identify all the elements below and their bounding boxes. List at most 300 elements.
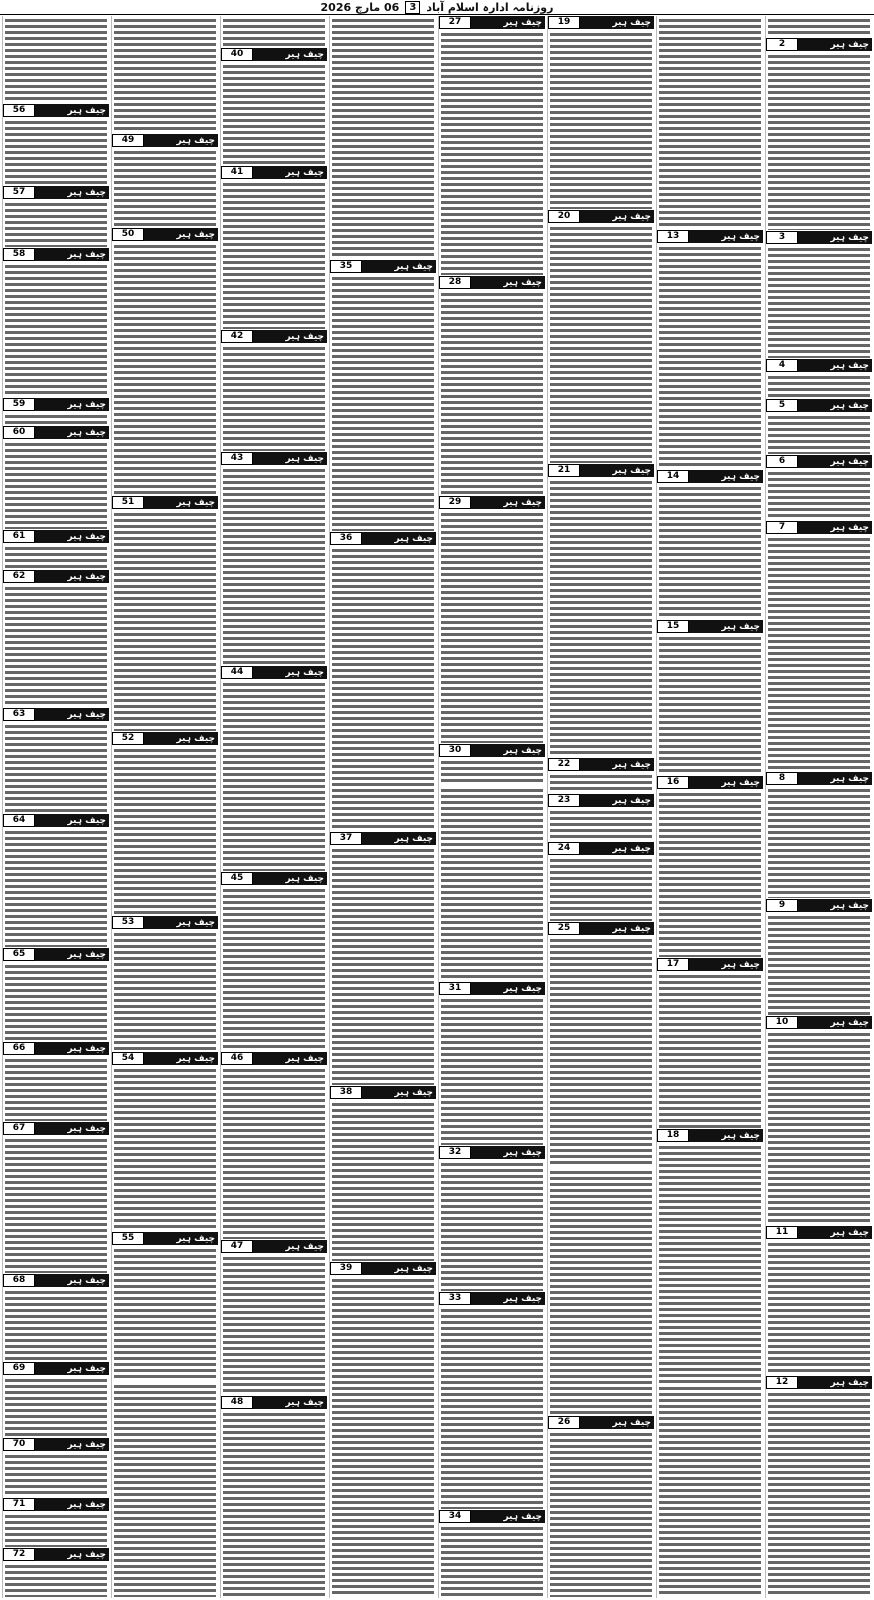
notice-header xyxy=(766,399,872,412)
notice-header xyxy=(112,1232,218,1245)
notice-label: چیف ہیر xyxy=(612,795,651,806)
notice-number: 11 xyxy=(766,1226,798,1239)
notice-text-block xyxy=(5,584,107,707)
notice-item xyxy=(221,872,327,1052)
notice-number: 62 xyxy=(3,570,35,583)
notice-number: 36 xyxy=(330,532,362,545)
notice-text-block xyxy=(5,412,107,425)
notice-header xyxy=(657,620,763,633)
notice-item xyxy=(112,134,218,228)
notice-header xyxy=(439,496,545,509)
notice-number: 71 xyxy=(3,1498,35,1511)
notice-header xyxy=(766,1226,872,1239)
notice-item xyxy=(3,948,109,1042)
notice-label: چیف ہیر xyxy=(285,667,324,678)
notice-text-block xyxy=(550,478,652,757)
notice-label: چیف ہیر xyxy=(830,522,869,533)
notice-text-block xyxy=(550,772,652,793)
notice-header xyxy=(330,260,436,273)
notice-number: 24 xyxy=(548,842,580,855)
notice-text-block xyxy=(659,634,761,775)
notice-number: 25 xyxy=(548,922,580,935)
notice-text-block xyxy=(332,846,434,1085)
notice-header xyxy=(657,1129,763,1142)
notice-label: چیف ہیر xyxy=(830,400,869,411)
notice-label: چیف ہیر xyxy=(612,759,651,770)
notice-text-block xyxy=(114,148,216,227)
notice-header xyxy=(221,666,327,679)
notice-item xyxy=(3,530,109,570)
notice-header xyxy=(3,248,109,261)
notice-label: چیف ہیر xyxy=(67,1363,106,1374)
notice-label: چیف ہیر xyxy=(67,249,106,260)
notice-label: چیف ہیر xyxy=(67,709,106,720)
notice-label: چیف ہیر xyxy=(285,331,324,342)
notice-number: 44 xyxy=(221,666,253,679)
notice-header xyxy=(548,16,654,29)
notice-label: چیف ہیر xyxy=(721,471,760,482)
column-4 xyxy=(438,16,545,1598)
notice-label: چیف ہیر xyxy=(612,17,651,28)
notice-label: چیف ہیر xyxy=(67,531,106,542)
notice-header xyxy=(439,276,545,289)
notice-item xyxy=(221,1396,327,1598)
notice-label: چیف ہیر xyxy=(612,923,651,934)
notice-item xyxy=(330,532,436,832)
notice-label: چیف ہیر xyxy=(176,229,215,240)
notice-number: 16 xyxy=(657,776,689,789)
notice-number: 61 xyxy=(3,530,35,543)
notice-number: 51 xyxy=(112,496,144,509)
notice-item xyxy=(3,1042,109,1122)
notice-label: چیف ہیر xyxy=(67,427,106,438)
notice-number: 13 xyxy=(657,230,689,243)
notice-item xyxy=(112,1232,218,1382)
notice-number: 6 xyxy=(766,455,798,468)
notice-item xyxy=(112,16,218,134)
notice-item xyxy=(3,426,109,530)
notice-number: 37 xyxy=(330,832,362,845)
notice-header xyxy=(3,1122,109,1135)
notice-header xyxy=(3,708,109,721)
notice-number: 66 xyxy=(3,1042,35,1055)
notice-text-block xyxy=(5,262,107,397)
notice-number: 20 xyxy=(548,210,580,223)
notice-item xyxy=(766,1226,872,1376)
notice-text-block xyxy=(441,758,543,785)
notice-header xyxy=(3,530,109,543)
notice-item xyxy=(3,1498,109,1548)
notice-label: چیف ہیر xyxy=(285,49,324,60)
page-number: 3 xyxy=(405,1,420,14)
notice-text-block xyxy=(768,469,870,520)
notice-number: 55 xyxy=(112,1232,144,1245)
notice-header xyxy=(3,104,109,117)
notice-item xyxy=(657,470,763,620)
newspaper-title: روزنامہ ادارہ اسلام آباد xyxy=(426,0,554,14)
notice-item xyxy=(548,842,654,922)
notice-number: 48 xyxy=(221,1396,253,1409)
notice-label: چیف ہیر xyxy=(176,1053,215,1064)
notice-header xyxy=(439,1510,545,1523)
notice-label: چیف ہیر xyxy=(67,399,106,410)
notice-label: چیف ہیر xyxy=(612,1417,651,1428)
notice-label: چیف ہیر xyxy=(176,135,215,146)
notice-text-block xyxy=(768,535,870,771)
notice-item xyxy=(657,958,763,1129)
notice-item xyxy=(330,832,436,1086)
notice-number: 31 xyxy=(439,982,471,995)
notice-header xyxy=(3,948,109,961)
notice-item xyxy=(439,1510,545,1598)
notice-number: 43 xyxy=(221,452,253,465)
notice-header xyxy=(657,958,763,971)
notice-number: 15 xyxy=(657,620,689,633)
notice-number: 59 xyxy=(3,398,35,411)
notice-header xyxy=(3,1274,109,1287)
notice-header xyxy=(766,521,872,534)
notice-text-block xyxy=(768,1030,870,1225)
notice-label: چیف ہیر xyxy=(67,1275,106,1286)
notice-text-block xyxy=(5,1376,107,1437)
notice-number: 26 xyxy=(548,1416,580,1429)
notice-text-block xyxy=(659,484,761,619)
notice-label: چیف ہیر xyxy=(830,232,869,243)
notice-item xyxy=(548,1168,654,1416)
notice-number: 33 xyxy=(439,1292,471,1305)
notice-item xyxy=(112,228,218,496)
notice-text-block xyxy=(223,180,325,329)
notice-header xyxy=(548,464,654,477)
notice-text-block xyxy=(550,856,652,921)
notice-text-block xyxy=(223,1254,325,1395)
notice-item xyxy=(657,620,763,776)
notice-item xyxy=(766,38,872,231)
notice-item xyxy=(3,1274,109,1362)
notice-item xyxy=(3,570,109,708)
notice-text-block xyxy=(114,16,216,133)
notice-header xyxy=(548,210,654,223)
notice-label: چیف ہیر xyxy=(285,453,324,464)
notice-text-block xyxy=(5,544,107,569)
notice-text-block xyxy=(114,1066,216,1231)
notice-item xyxy=(439,276,545,496)
notice-number: 67 xyxy=(3,1122,35,1135)
notice-number: 12 xyxy=(766,1376,798,1389)
notice-number: 22 xyxy=(548,758,580,771)
notice-item xyxy=(112,916,218,1052)
notice-text-block xyxy=(5,828,107,947)
notice-label: چیف ہیر xyxy=(67,187,106,198)
notice-label: چیف ہیر xyxy=(67,105,106,116)
notice-label: چیف ہیر xyxy=(67,1499,106,1510)
notice-number: 14 xyxy=(657,470,689,483)
notice-item xyxy=(439,496,545,744)
notice-text-block xyxy=(332,1276,434,1597)
column-1 xyxy=(765,16,872,1598)
notice-number: 9 xyxy=(766,899,798,912)
notice-item xyxy=(766,359,872,399)
notice-text-block xyxy=(441,996,543,1145)
notice-number: 5 xyxy=(766,399,798,412)
notice-item xyxy=(221,330,327,452)
column-3 xyxy=(547,16,654,1598)
notice-label: چیف ہیر xyxy=(285,167,324,178)
notice-label: چیف ہیر xyxy=(67,1043,106,1054)
notice-item xyxy=(439,1146,545,1292)
column-8 xyxy=(2,16,109,1598)
issue-date: 06 مارچ 2026 xyxy=(320,0,400,14)
notice-label: چیف ہیر xyxy=(721,777,760,788)
notice-item xyxy=(112,732,218,916)
notice-header xyxy=(548,842,654,855)
notice-item xyxy=(330,16,436,260)
notice-header xyxy=(548,1416,654,1429)
notice-text-block xyxy=(441,1524,543,1597)
notice-item xyxy=(330,1262,436,1598)
notice-item xyxy=(112,1382,218,1598)
notice-number: 32 xyxy=(439,1146,471,1159)
notice-label: چیف ہیر xyxy=(612,211,651,222)
notice-number: 23 xyxy=(548,794,580,807)
notice-text-block xyxy=(223,344,325,451)
notice-label: چیف ہیر xyxy=(285,1053,324,1064)
notice-header xyxy=(439,744,545,757)
notice-text-block xyxy=(768,373,870,398)
notice-item xyxy=(657,230,763,470)
notice-text-block xyxy=(441,510,543,743)
notice-text-block xyxy=(441,1160,543,1291)
notice-label: چیف ہیر xyxy=(612,843,651,854)
notice-text-block xyxy=(550,1168,652,1415)
notice-header xyxy=(439,16,545,29)
notice-header xyxy=(548,794,654,807)
notice-label: چیف ہیر xyxy=(830,1227,869,1238)
notice-text-block xyxy=(114,930,216,1051)
notice-number: 7 xyxy=(766,521,798,534)
notice-text-block xyxy=(5,1562,107,1597)
notice-item xyxy=(548,210,654,464)
notice-label: چیف ہیر xyxy=(176,917,215,928)
notice-number: 72 xyxy=(3,1548,35,1561)
notice-item xyxy=(439,1292,545,1510)
notice-number: 52 xyxy=(112,732,144,745)
notice-label: چیف ہیر xyxy=(830,456,869,467)
notice-number: 18 xyxy=(657,1129,689,1142)
notice-label: چیف ہیر xyxy=(285,1397,324,1408)
notice-item xyxy=(221,452,327,666)
notice-number: 29 xyxy=(439,496,471,509)
notice-number: 3 xyxy=(766,231,798,244)
notice-text-block xyxy=(659,972,761,1128)
notice-number: 70 xyxy=(3,1438,35,1451)
notice-header xyxy=(330,832,436,845)
notice-label: چیف ہیر xyxy=(176,497,215,508)
notice-header xyxy=(439,1292,545,1305)
notice-label: چیف ہیر xyxy=(503,277,542,288)
notice-text-block xyxy=(659,790,761,957)
notice-text-block xyxy=(659,16,761,229)
notice-header xyxy=(330,532,436,545)
notice-number: 64 xyxy=(3,814,35,827)
notice-header xyxy=(657,470,763,483)
notice-number: 41 xyxy=(221,166,253,179)
notice-item xyxy=(657,776,763,958)
notice-item xyxy=(766,1376,872,1598)
notice-text-block xyxy=(223,1066,325,1239)
notice-item xyxy=(766,455,872,521)
notice-number: 19 xyxy=(548,16,580,29)
notice-text-block xyxy=(223,62,325,165)
notice-number: 56 xyxy=(3,104,35,117)
notice-header xyxy=(221,330,327,343)
notice-label: چیف ہیر xyxy=(67,1549,106,1560)
notice-text-block xyxy=(659,244,761,469)
notice-item xyxy=(548,464,654,758)
notice-label: چیف ہیر xyxy=(176,1233,215,1244)
notice-number: 39 xyxy=(330,1262,362,1275)
notice-header xyxy=(3,1438,109,1451)
notice-number: 69 xyxy=(3,1362,35,1375)
notice-item xyxy=(3,16,109,104)
notice-number: 53 xyxy=(112,916,144,929)
notice-number: 38 xyxy=(330,1086,362,1099)
notice-header xyxy=(766,772,872,785)
notice-number: 45 xyxy=(221,872,253,885)
notice-number: 4 xyxy=(766,359,798,372)
column-6 xyxy=(220,16,327,1598)
notice-text-block xyxy=(223,466,325,665)
notice-item xyxy=(3,708,109,814)
notice-item xyxy=(548,758,654,794)
notice-item xyxy=(548,922,654,1168)
notice-number: 46 xyxy=(221,1052,253,1065)
notice-label: چیف ہیر xyxy=(721,231,760,242)
notice-header xyxy=(112,228,218,241)
notice-label: چیف ہیر xyxy=(830,1377,869,1388)
notice-label: چیف ہیر xyxy=(503,745,542,756)
notice-header xyxy=(766,455,872,468)
notice-text-block xyxy=(5,1512,107,1547)
notice-header xyxy=(657,776,763,789)
notice-text-block xyxy=(5,962,107,1041)
notice-text-block xyxy=(768,1390,870,1597)
notice-header xyxy=(112,1052,218,1065)
notice-item xyxy=(657,1129,763,1384)
notice-text-block xyxy=(550,1430,652,1597)
notice-label: چیف ہیر xyxy=(67,571,106,582)
notice-header xyxy=(3,186,109,199)
notice-label: چیف ہیر xyxy=(612,465,651,476)
notice-text-block xyxy=(5,16,107,103)
notice-item xyxy=(3,104,109,186)
notice-header xyxy=(766,899,872,912)
notice-item xyxy=(330,260,436,532)
notice-item xyxy=(766,899,872,1016)
notice-text-block xyxy=(768,786,870,898)
notice-text-block xyxy=(659,1143,761,1383)
notice-header xyxy=(657,230,763,243)
notice-item xyxy=(112,1052,218,1232)
notice-header xyxy=(330,1086,436,1099)
notice-text-block xyxy=(114,1246,216,1381)
notice-text-block xyxy=(332,546,434,831)
notice-number: 34 xyxy=(439,1510,471,1523)
notice-text-block xyxy=(550,224,652,463)
notice-item xyxy=(657,16,763,230)
notice-header xyxy=(548,922,654,935)
notice-item xyxy=(112,496,218,732)
notice-header xyxy=(766,1376,872,1389)
notice-label: چیف ہیر xyxy=(721,959,760,970)
notice-item xyxy=(548,1416,654,1598)
notice-label: چیف ہیر xyxy=(67,815,106,826)
notice-item xyxy=(439,786,545,982)
notice-text-block xyxy=(441,30,543,275)
notice-header xyxy=(221,1240,327,1253)
notice-item xyxy=(3,248,109,398)
notice-number: 60 xyxy=(3,426,35,439)
notice-item xyxy=(657,1384,763,1598)
notice-item xyxy=(3,814,109,948)
notice-text-block xyxy=(5,722,107,813)
notice-text-block xyxy=(114,242,216,495)
notice-label: چیف ہیر xyxy=(503,17,542,28)
notice-item xyxy=(221,16,327,48)
notice-header xyxy=(112,732,218,745)
notice-text-block xyxy=(223,680,325,871)
notice-text-block xyxy=(223,16,325,47)
notice-text-block xyxy=(659,1384,761,1597)
notice-header xyxy=(3,426,109,439)
notice-label: چیف ہیر xyxy=(503,1511,542,1522)
notice-label: چیف ہیر xyxy=(285,1241,324,1252)
notice-number: 47 xyxy=(221,1240,253,1253)
notice-header xyxy=(3,814,109,827)
notice-header xyxy=(766,38,872,51)
notice-header xyxy=(3,1362,109,1375)
notice-item xyxy=(766,1016,872,1226)
notice-text-block xyxy=(114,510,216,731)
column-2 xyxy=(656,16,763,1598)
notice-header xyxy=(221,1052,327,1065)
notice-number: 8 xyxy=(766,772,798,785)
notice-number: 40 xyxy=(221,48,253,61)
notice-number: 35 xyxy=(330,260,362,273)
notice-item xyxy=(3,1362,109,1438)
notice-header xyxy=(766,1016,872,1029)
notice-number: 57 xyxy=(3,186,35,199)
notice-text-block xyxy=(550,30,652,209)
notice-label: چیف ہیر xyxy=(176,733,215,744)
notice-header xyxy=(330,1262,436,1275)
notice-header xyxy=(766,231,872,244)
notice-number: 58 xyxy=(3,248,35,261)
notice-header xyxy=(221,48,327,61)
notice-text-block xyxy=(5,1288,107,1361)
notice-header xyxy=(3,570,109,583)
notice-label: چیف ہیر xyxy=(721,621,760,632)
notice-item xyxy=(3,398,109,426)
notice-text-block xyxy=(768,913,870,1015)
notice-text-block xyxy=(768,413,870,454)
notice-label: چیف ہیر xyxy=(721,1130,760,1141)
notice-header xyxy=(439,982,545,995)
notice-label: چیف ہیر xyxy=(394,833,433,844)
notice-label: چیف ہیر xyxy=(394,261,433,272)
notice-text-block xyxy=(768,245,870,358)
notice-number: 68 xyxy=(3,1274,35,1287)
